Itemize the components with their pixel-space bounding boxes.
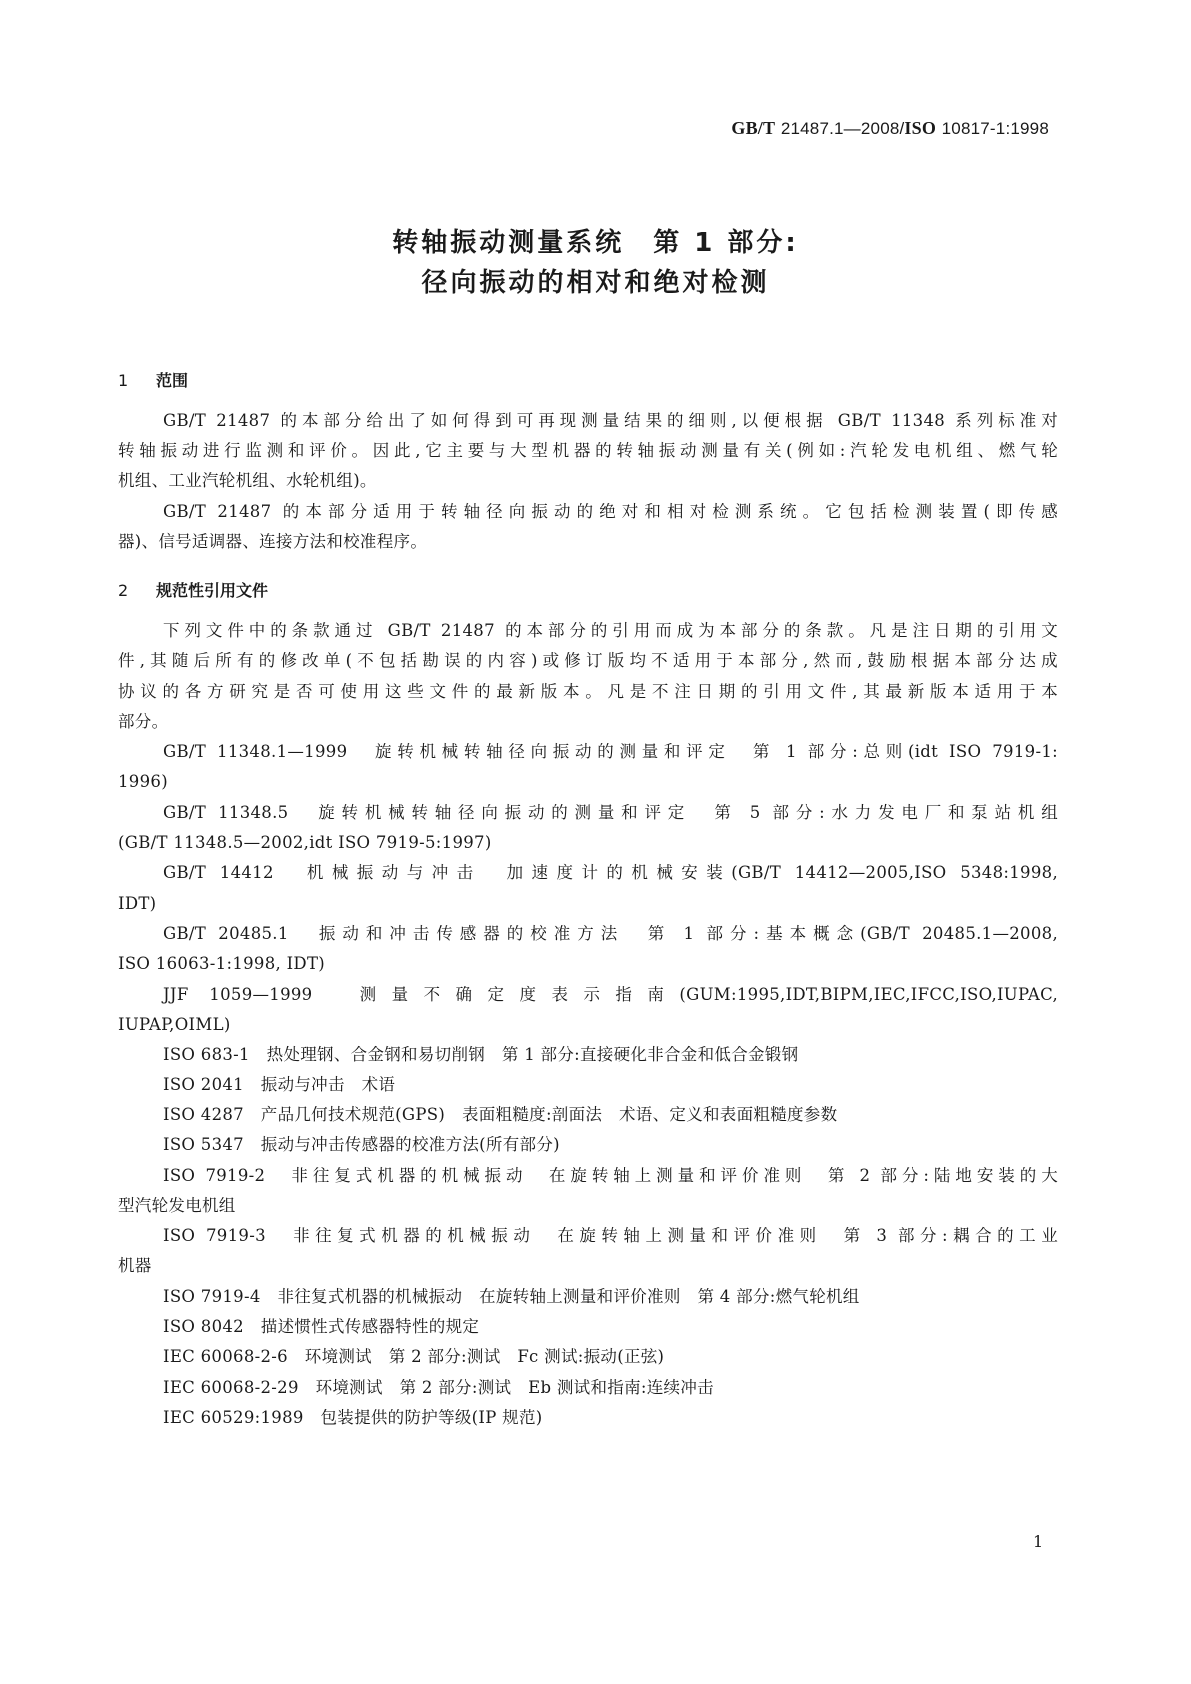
paragraph-line: 部分。 [118,712,169,731]
standard-identifier [731,118,1049,139]
reference-entry-continued: ISO 16063-1:1998, IDT) [118,954,325,973]
iso-number: 10817-1:1998 [941,119,1049,138]
paragraph-line: 件,其随后所有的修改单(不包括勘误的内容)或修订版均不适用于本部分,然而,鼓励根据本部分达成 [118,651,1058,670]
section-title: 规范性引用文件 [156,581,269,600]
reference-entry: ISO 5347 振动与冲击传感器的校准方法(所有部分) [163,1135,560,1154]
iso-prefix: ISO [904,118,937,138]
reference-entry: ISO 7919-3 非往复式机器的机械振动 在旋转轴上测量和评价准则 第 3 部分:耦合的工业 [163,1226,1058,1245]
section-title: 范围 [156,371,189,390]
reference-entry: ISO 8042 描述惯性式传感器特性的规定 [163,1317,480,1336]
reference-entry: ISO 4287 产品几何技术规范(GPS) 表面粗糙度:剖面法 术语、定义和表面粗糙度参数 [163,1105,838,1124]
reference-entry: GB/T 20485.1 振动和冲击传感器的校准方法 第 1 部分:基本概念(GB/T 20485.1—2008, [163,924,1058,943]
std-prefix: GB/T [731,118,776,138]
reference-entry: GB/T 11348.1—1999 旋转机械转轴径向振动的测量和评定 第 1 部分:总则(idt ISO 7919-1: [163,742,1058,761]
reference-entry-continued: 1996) [118,772,168,791]
reference-entry: IEC 60068-2-29 环境测试 第 2 部分:测试 Eb 测试和指南:连续冲击 [163,1378,714,1397]
paragraph-line: 转轴振动进行监测和评价。因此,它主要与大型机器的转轴振动测量有关(例如:汽轮发电机组、燃气轮 [118,441,1058,460]
reference-entry-continued: (GB/T 11348.5—2002,idt ISO 7919-5:1997) [118,833,492,852]
paragraph-line: 机组、工业汽轮机组、水轮机组)。 [118,471,377,490]
reference-entry-continued: 机器 [118,1256,152,1275]
reference-entry: ISO 7919-2 非往复式机器的机械振动 在旋转轴上测量和评价准则 第 2 部分:陆地安装的大 [163,1166,1058,1185]
reference-entry: JJF 1059—1999 测量不确定度表示指南(GUM:1995,IDT,BIPM,IEC,IFCC,ISO,IUPAC, [163,985,1058,1004]
page-number: 1 [1033,1532,1044,1551]
section-heading-scope [118,368,188,391]
paragraph-line: 协议的各方研究是否可使用这些文件的最新版本。凡是不注日期的引用文件,其最新版本适用于本 [118,682,1058,701]
reference-entry: IEC 60068-2-6 环境测试 第 2 部分:测试 Fc 测试:振动(正弦) [163,1347,665,1366]
reference-entry: ISO 2041 振动与冲击 术语 [163,1075,396,1094]
paragraph-line: 下列文件中的条款通过 GB/T 21487 的本部分的引用而成为本部分的条款。凡是注日期的引用文 [163,621,1058,640]
section-number: 2 [118,581,129,600]
section-number: 1 [118,371,129,390]
document-title-line-1: 转轴振动测量系统 第 1 部分: [392,228,799,258]
reference-entry: GB/T 14412 机械振动与冲击 加速度计的机械安装(GB/T 14412—2005,ISO 5348:1998, [163,863,1058,882]
reference-entry: ISO 7919-4 非往复式机器的机械振动 在旋转轴上测量和评价准则 第 4 部分:燃气轮机组 [163,1287,860,1306]
paragraph-line: 器)、信号适调器、连接方法和校准程序。 [118,532,428,551]
reference-entry: IEC 60529:1989 包装提供的防护等级(IP 规范) [163,1408,543,1427]
paragraph-line: GB/T 21487 的本部分给出了如何得到可再现测量结果的细则,以便根据 GB/T 11348 系列标准对 [163,411,1058,430]
reference-entry: GB/T 11348.5 旋转机械转轴径向振动的测量和评定 第 5 部分:水力发电厂和泵站机组 [163,803,1058,822]
reference-entry-continued: IUPAP,OIML) [118,1015,231,1034]
section-heading-normative-references [118,578,268,601]
reference-entry: ISO 683-1 热处理钢、合金钢和易切削钢 第 1 部分:直接硬化非合金和低合金锻钢 [163,1045,799,1064]
std-number: 21487.1—2008/ [780,119,905,138]
reference-entry-continued: IDT) [118,894,157,913]
document-title-line-2: 径向振动的相对和绝对检测 [421,268,770,298]
paragraph-line: GB/T 21487 的本部分适用于转轴径向振动的绝对和相对检测系统。它包括检测装置(即传感 [163,502,1058,521]
reference-entry-continued: 型汽轮发电机组 [118,1196,236,1215]
